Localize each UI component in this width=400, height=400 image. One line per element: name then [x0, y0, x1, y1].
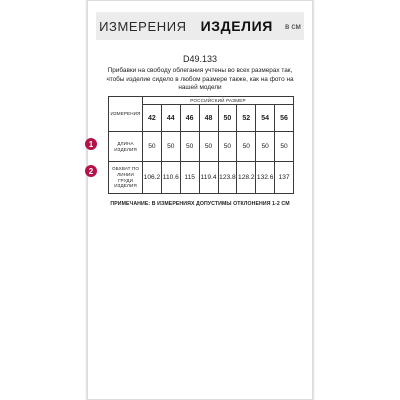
- table-cell: 123.8: [218, 162, 237, 194]
- size-header: 56: [275, 105, 294, 132]
- size-header: 42: [143, 105, 162, 132]
- table-cell: 137: [275, 162, 294, 194]
- row-label-chest: ОБХВАТ ПО ЛИНИИ ГРУДИ ИЗДЕЛИЯ: [109, 162, 143, 194]
- article-number: D49.133: [182, 54, 218, 64]
- size-header: 54: [256, 105, 275, 132]
- table-cell: 119.4: [199, 162, 218, 194]
- table-cell: 115: [180, 162, 199, 194]
- table-header-group-row: [109, 97, 294, 105]
- table-cell: 132.6: [256, 162, 275, 194]
- size-header: 50: [218, 105, 237, 132]
- table-cell: 50: [199, 132, 218, 162]
- size-group-label: РОССИЙСКИЙ РАЗМЕР: [143, 97, 294, 105]
- title-word-product: ИЗДЕЛИЯ: [200, 18, 273, 34]
- size-chart-table: [108, 96, 294, 194]
- tolerance-note: ПРИМЕЧАНИЕ: В ИЗМЕРЕНИЯХ ДОПУСТИМЫ ОТКЛОНЕНИЯ 1-2 СМ: [110, 201, 290, 207]
- size-header: 52: [237, 105, 256, 132]
- title-unit: в см: [284, 21, 301, 31]
- fit-note: Прибавки на свободу облегания учтены во всех размерах так, чтобы изделие сидело в любом размере также, как на фото на нашей модели: [106, 67, 294, 92]
- table-cell: 50: [143, 132, 162, 162]
- table-cell: 50: [218, 132, 237, 162]
- title-word-measurements: ИЗМЕРЕНИЯ: [99, 18, 187, 34]
- table-cell: 50: [275, 132, 294, 162]
- marker-badge-1: 1: [85, 138, 97, 150]
- corner-label: ИЗМЕРЕНИЯ: [109, 97, 143, 132]
- table-cell: 50: [161, 132, 180, 162]
- table-cell: 50: [237, 132, 256, 162]
- table-cell: 50: [256, 132, 275, 162]
- row-label-length: ДЛИНА ИЗДЕЛИЯ: [109, 132, 143, 162]
- size-header: 46: [180, 105, 199, 132]
- table-cell: 50: [180, 132, 199, 162]
- marker-badge-2: 2: [85, 165, 97, 177]
- size-header: 44: [161, 105, 180, 132]
- size-header: 48: [199, 105, 218, 132]
- table-cell: 110.6: [161, 162, 180, 194]
- table-cell: 128.2: [237, 162, 256, 194]
- table-cell: 106.2: [143, 162, 162, 194]
- title-banner: [96, 12, 304, 40]
- table-row-length: [109, 132, 294, 162]
- table-row-chest: [109, 162, 294, 194]
